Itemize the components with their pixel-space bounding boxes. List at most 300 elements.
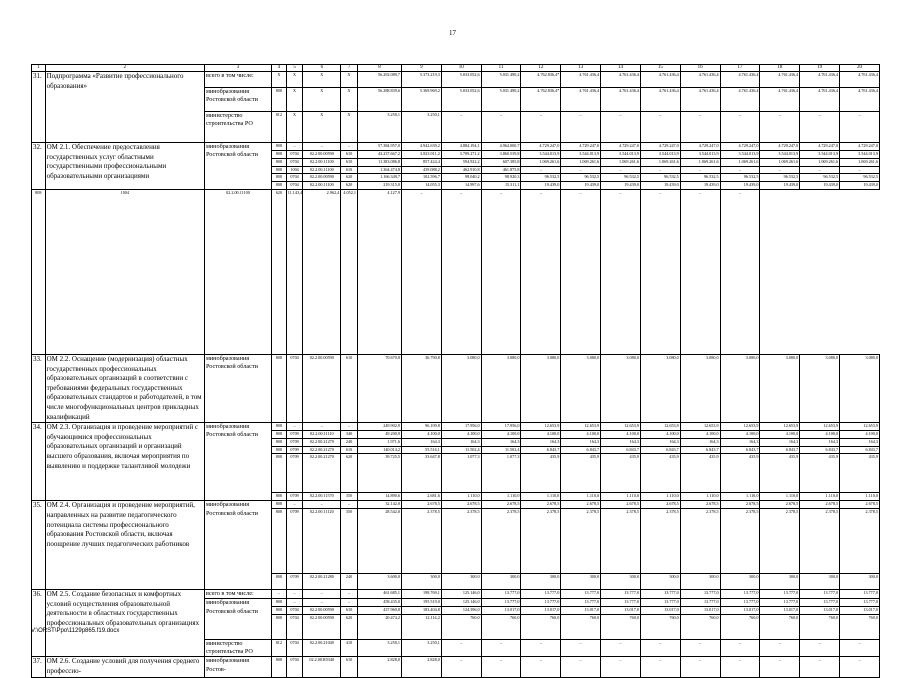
table-cell: –	[303, 599, 341, 607]
table-cell: –	[341, 599, 358, 607]
table-cell: 5.031.490,2	[481, 88, 521, 112]
table-cell: 1.069.261,6	[840, 158, 880, 166]
table-cell: 13.777,0	[760, 599, 800, 607]
table-row	[32, 657, 880, 677]
table-cell: 4.761.436,4	[800, 72, 840, 88]
table-cell: 760,0	[840, 614, 880, 639]
table-cell: 4.761.436,4	[680, 72, 720, 88]
table-cell: 808	[272, 599, 287, 607]
table-cell: министерство строительства РО	[204, 639, 271, 656]
table-cell: 594.922,2	[441, 158, 481, 166]
table-cell: –	[341, 501, 358, 509]
table-cell: 19.439,0	[640, 182, 680, 190]
header-row	[32, 65, 880, 72]
table-cell: –	[303, 501, 341, 509]
table-cell: 3.080,0	[441, 354, 481, 422]
table-cell: 4.100,0	[481, 430, 521, 438]
table-cell: 96.532,5	[800, 174, 840, 182]
table-cell: 4.761.436,4	[640, 72, 680, 88]
header-col-11: 11	[481, 65, 521, 72]
table-cell: 19.439,0	[680, 182, 720, 190]
table-cell: 4.729.247,0	[800, 143, 840, 151]
table-cell: 0704	[286, 174, 303, 182]
table-cell: 14.890,6	[357, 493, 401, 501]
table-cell: 1.069.261,6	[640, 158, 680, 166]
table-cell: –	[341, 143, 358, 151]
table-cell: 1.069.261,6	[800, 158, 840, 166]
table-cell: 96.532,5	[640, 174, 680, 182]
table-cell: –	[521, 112, 561, 143]
table-cell: 02.2.00.11570	[303, 493, 341, 501]
table-cell: 1.110,0	[521, 493, 561, 501]
table-cell: 6.843,7	[601, 446, 641, 454]
table-cell: 2.378,5	[680, 509, 720, 574]
table-cell: 1.077,3	[441, 454, 481, 493]
table-cell: 458.435,0	[357, 599, 401, 607]
table-cell: 300,0	[720, 574, 760, 590]
table-cell: 19.439,0	[521, 182, 561, 190]
table-cell: –	[760, 112, 800, 143]
table-cell: минобразования Ростовской области	[204, 501, 271, 590]
table-cell: 4.729.247,0	[840, 143, 880, 151]
table-cell: –	[680, 189, 720, 354]
table-cell: 164,3	[481, 438, 521, 446]
table-cell: –	[760, 639, 800, 656]
table-cell: 96.532,5	[601, 174, 641, 182]
table-cell: –	[481, 112, 521, 143]
table-cell: 13.017,0	[800, 607, 840, 615]
table-cell: 11.383.086,8	[357, 158, 401, 166]
table-cell: 1.971,6	[357, 438, 401, 446]
table-cell: 0704	[286, 182, 303, 190]
table-cell: 3.080,0	[481, 354, 521, 422]
table-cell: 760,0	[720, 614, 760, 639]
table-cell: 3.544.013,9	[680, 151, 720, 159]
table-cell: 12.114,2	[401, 614, 441, 639]
table-cell: 3.544.013,9	[800, 151, 840, 159]
table-cell: –	[680, 657, 720, 677]
table-cell: 1.110,0	[601, 493, 641, 501]
header-col-5: 5	[286, 65, 303, 72]
table-cell: 12.653,9	[680, 423, 720, 431]
table-cell: 164,3	[640, 438, 680, 446]
header-col-6: 6	[303, 65, 341, 72]
table-cell: 102.596,7	[401, 174, 441, 182]
table-cell: 1.110,0	[481, 493, 521, 501]
header-col-4: 4	[272, 65, 287, 72]
table-cell: –	[680, 166, 720, 174]
table-cell: 2.678,5	[481, 501, 521, 509]
table-cell: 4.729.247,0	[601, 143, 641, 151]
table-cell: 2.678,5	[680, 501, 720, 509]
table-cell: 760,0	[601, 614, 641, 639]
table-cell: ОМ 2.6. Создание условий для получения среднего профессио-	[45, 657, 204, 677]
table-cell: минобразования Ростовской области	[204, 599, 271, 640]
table-cell: 13.777,0	[601, 599, 641, 607]
table-cell: 0709	[286, 493, 303, 501]
table-cell: 808	[272, 423, 287, 431]
table-cell: 13.777,0	[760, 590, 800, 599]
table-cell: минобразования Ростовской области	[204, 423, 271, 501]
table-cell: 435,9	[680, 454, 720, 493]
table-cell: 300,0	[840, 574, 880, 590]
header-col-1: 1	[32, 65, 46, 72]
table-cell: минобразования Ростовской области	[204, 354, 271, 422]
header-col-19: 19	[800, 65, 840, 72]
table-cell: 300,0	[760, 574, 800, 590]
table-cell: 4.761.436,4	[800, 88, 840, 112]
table-cell: X	[303, 72, 341, 88]
table-cell: 300,0	[441, 574, 481, 590]
table-cell: 2.378,5	[441, 509, 481, 574]
table-cell: 3.823.911,2	[401, 151, 441, 159]
table-cell: 12.653,9	[601, 423, 641, 431]
table-cell: 760,0	[481, 614, 521, 639]
table-cell: 808	[32, 189, 46, 354]
table-cell: 1.110,0	[640, 493, 680, 501]
table-cell: 164,3	[521, 438, 561, 446]
table-cell: 4.100,0	[521, 430, 561, 438]
table-cell: 13.777,0	[800, 599, 840, 607]
table-cell: 4.729.247,0	[561, 143, 601, 151]
table-cell: 435,9	[521, 454, 561, 493]
table-cell: 808	[272, 657, 287, 677]
table-cell: 760,0	[760, 614, 800, 639]
table-cell: 0704	[286, 151, 303, 159]
table-cell: –	[640, 112, 680, 143]
budget-table	[31, 64, 880, 678]
page-number: 17	[449, 29, 456, 37]
table-cell: 350	[341, 509, 358, 574]
table-cell: 125.146,0	[441, 599, 481, 607]
table-cell: 300,0	[561, 574, 601, 590]
table-cell: 3.250,1	[401, 112, 441, 143]
table-cell: –	[640, 189, 680, 354]
table-cell: 2.378,5	[760, 509, 800, 574]
table-cell: 1.110,0	[720, 493, 760, 501]
table-cell: 610	[341, 158, 358, 166]
table-cell: 1.110,0	[800, 493, 840, 501]
table-cell: –	[840, 166, 880, 174]
table-cell: 19.439,0	[800, 182, 840, 190]
table-cell: 760,0	[640, 614, 680, 639]
table-cell: 610	[341, 166, 358, 174]
table-cell: –	[521, 657, 561, 677]
table-cell: 6.843,7	[680, 446, 720, 454]
table-cell: 3.250,1	[357, 639, 401, 656]
table-cell: 300,0	[401, 574, 441, 590]
table-cell: 2.378,5	[840, 509, 880, 574]
table-cell: –	[601, 112, 641, 143]
table-cell: –	[720, 639, 760, 656]
table-cell: 808	[272, 158, 287, 166]
table-cell: 13.777,0	[680, 590, 720, 599]
table-cell: 4.052,1	[341, 189, 358, 354]
table-cell: –	[441, 657, 481, 677]
table-cell: 02.2.00.21270	[303, 446, 341, 454]
table-cell: 6.843,7	[640, 446, 680, 454]
table-cell: 140.014,2	[357, 446, 401, 454]
table-cell: 3.544.013,9	[640, 151, 680, 159]
table-cell: 13.777,0	[601, 590, 641, 599]
table-cell: 1.110,0	[760, 493, 800, 501]
table-cell: 435,9	[640, 454, 680, 493]
table-cell: 4.762.836,4*	[521, 88, 561, 112]
table-cell: 14.055,3	[401, 182, 441, 190]
header-col-9: 9	[401, 65, 441, 72]
table-cell: 32.	[32, 143, 46, 190]
table-cell: всего в том числе:	[204, 72, 271, 88]
table-cell: 620	[341, 174, 358, 182]
table-cell: 3.544.013,9	[840, 151, 880, 159]
table-cell: 5.369.969,2	[401, 88, 441, 112]
table-cell: 13.777,0	[840, 590, 880, 599]
table-cell: 4.100,0	[840, 430, 880, 438]
table-cell: 13.777,0	[561, 599, 601, 607]
table-cell: 3.080,0	[720, 354, 760, 422]
table-cell: –	[341, 423, 358, 431]
table-cell: 19.439,0	[720, 182, 760, 190]
table-cell: 4.100,0	[401, 430, 441, 438]
table-cell: 02.2.00.00590	[303, 151, 341, 159]
table-cell: 249.902,9	[357, 423, 401, 431]
table-cell: 0709	[286, 430, 303, 438]
table-cell: 11.143,4	[286, 189, 303, 354]
table-cell: 13.017,0	[760, 607, 800, 615]
table-cell: 164,3	[680, 438, 720, 446]
table-cell: –	[481, 639, 521, 656]
table-cell: 4.761.436,4	[601, 72, 641, 88]
table-cell: –	[720, 166, 760, 174]
table-cell: 2.828,0	[357, 657, 401, 677]
table-cell: –	[401, 189, 441, 354]
table-cell: 34.	[32, 423, 46, 501]
table-cell: 300,0	[601, 574, 641, 590]
table-cell: ОМ 2.3. Организация и проведение мероприятий с обучающимися профессиональных образовательных организаций и организаций высшего образования, включая мероприятия по выявлению и поддержке талантливой молодежи	[45, 423, 204, 501]
table-cell: 4.762.836,4*	[521, 72, 561, 88]
table-cell: 610	[341, 354, 358, 422]
table-cell: 6.843,7	[800, 446, 840, 454]
table-cell: 2.378,5	[481, 509, 521, 574]
table-cell: 39.725,5	[357, 454, 401, 493]
table-cell: 437.960,8	[357, 607, 401, 615]
table-cell: 36.790,8	[401, 354, 441, 422]
table-cell: 610	[341, 446, 358, 454]
table-cell: 0704	[286, 158, 303, 166]
table-cell: 4.761.436,4	[561, 72, 601, 88]
table-cell: 5.031.490,2	[481, 72, 521, 88]
table-cell: 2.378,5	[521, 509, 561, 574]
table-cell: 02.2.00.11120	[303, 509, 341, 574]
table-cell: 2.378,5	[561, 509, 601, 574]
table-cell: 13.777,0	[840, 599, 880, 607]
table-cell: 3.544.013,9	[720, 151, 760, 159]
table-cell: 4.100,0	[760, 430, 800, 438]
table-cell: 808	[272, 454, 287, 493]
table-cell: 3.250,1	[401, 639, 441, 656]
table-cell: 4.100,0	[601, 430, 641, 438]
header-col-12: 12	[521, 65, 561, 72]
table-cell: 808	[272, 88, 287, 112]
table-cell: 02.2.00.00590	[303, 607, 341, 615]
table-cell: –	[521, 639, 561, 656]
table-cell: X	[341, 72, 358, 88]
table-cell: 857.424,4	[401, 158, 441, 166]
table-cell: 12.653,9	[760, 423, 800, 431]
table-cell: –	[720, 189, 760, 354]
table-cell: 620	[341, 454, 358, 493]
table-cell: 240	[341, 438, 358, 446]
table-cell: 808	[272, 182, 287, 190]
table-cell: 435,9	[561, 454, 601, 493]
table-cell: 2.678,5	[640, 501, 680, 509]
table-cell: –	[640, 166, 680, 174]
table-cell: 461.685,1	[357, 590, 401, 599]
table-cell: –	[760, 166, 800, 174]
table-cell: ОМ 2.4. Организация и проведение мероприятий, направленных на развитие педагогического потенциала системы профессионального образования Ростовской области, включая поощрение лучших педагогических работников	[45, 501, 204, 590]
header-col-14: 14	[601, 65, 641, 72]
table-cell: 2.678,5	[441, 501, 481, 509]
table-cell: 4.100,0	[680, 430, 720, 438]
table-cell: 300,0	[521, 574, 561, 590]
header-col-17: 17	[720, 65, 760, 72]
table-cell: 0709	[286, 574, 303, 590]
table-cell: 02.2.00.00590	[303, 354, 341, 422]
table-cell: 4.729.247,0	[521, 143, 561, 151]
table-cell: X	[341, 88, 358, 112]
table-cell: 195.519,0	[401, 599, 441, 607]
table-cell: 5.033.052,6	[441, 72, 481, 88]
table-cell: 164,3	[601, 438, 641, 446]
table-cell: 96.532,5	[720, 174, 760, 182]
table-cell: 14.997,6	[441, 182, 481, 190]
table-cell: 4.761.436,4	[840, 72, 880, 88]
header-col-13: 13	[561, 65, 601, 72]
table-cell: 4.100,0	[800, 430, 840, 438]
header-col-10: 10	[441, 65, 481, 72]
table-cell: 300,0	[640, 574, 680, 590]
table-cell: 11.502,4	[481, 446, 521, 454]
table-cell: 3.080,0	[800, 354, 840, 422]
table-cell: 96.532,5	[840, 174, 880, 182]
table-cell: минобразования Ростовской области	[204, 143, 271, 190]
table-cell: 0704	[286, 614, 303, 639]
table-cell: 02.2.00.21280	[303, 574, 341, 590]
table-cell: 02.2.00.21040	[303, 639, 341, 656]
table-cell: 620	[341, 614, 358, 639]
table-cell: –	[840, 657, 880, 677]
table-cell: 4.761.436,4	[720, 88, 760, 112]
table-cell: 808	[272, 446, 287, 454]
table-cell: 3.080,0	[561, 354, 601, 422]
table-cell: 4.884.194,1	[441, 143, 481, 151]
table-cell: –	[800, 657, 840, 677]
table-cell: 98.040,2	[441, 174, 481, 182]
table-cell: 02.2.00.21270	[303, 454, 341, 493]
table-cell: 0709	[286, 438, 303, 446]
table-cell: 4.729.247,0	[720, 143, 760, 151]
table-cell: 183.404,8	[401, 607, 441, 615]
table-cell: 17.956,0	[481, 423, 521, 431]
table-cell: 13.777,0	[521, 599, 561, 607]
table-cell: 13.777,0	[561, 590, 601, 599]
table-cell: 808	[272, 493, 287, 501]
table-row	[32, 143, 880, 151]
table-cell: 6.843,7	[561, 446, 601, 454]
table-cell: 164,3	[720, 438, 760, 446]
table-cell: 3.250,1	[357, 112, 401, 143]
table-cell: X	[286, 72, 303, 88]
table-cell: 3.544.013,9	[601, 151, 641, 159]
table-cell: 3.544.013,9	[760, 151, 800, 159]
table-cell: 4.964.000,7	[481, 143, 521, 151]
header-col-18: 18	[760, 65, 800, 72]
header-col-3: 3	[204, 65, 271, 72]
table-cell: 435,9	[840, 454, 880, 493]
table-row	[32, 590, 880, 599]
table-cell: 12.653,9	[840, 423, 880, 431]
table-cell: минобразования Ростовской области	[204, 88, 271, 112]
table-cell: –	[441, 189, 481, 354]
table-cell: 1.110,0	[840, 493, 880, 501]
header-col-16: 16	[680, 65, 720, 72]
table-cell: 3.080,0	[521, 354, 561, 422]
table-cell: 02.2.00.00590	[303, 614, 341, 639]
table-cell: 28.542,0	[357, 509, 401, 574]
table-cell: 164,3	[401, 438, 441, 446]
table-cell: минобразования Ростов-	[204, 657, 271, 677]
table-cell: 98.920,3	[481, 174, 521, 182]
table-cell: 6.843,7	[760, 446, 800, 454]
table-cell: 5.033.052,6	[441, 88, 481, 112]
table-cell: 55.516,1	[401, 446, 441, 454]
table-cell: 6.843,7	[720, 446, 760, 454]
table-cell: 96.532,5	[521, 174, 561, 182]
table-cell: 435,9	[720, 454, 760, 493]
table-cell: 96.532,5	[760, 174, 800, 182]
table-cell: 2.678,5	[720, 501, 760, 509]
table-cell: 13.777,0	[680, 599, 720, 607]
table-cell: X	[272, 72, 287, 88]
table-cell: 3.080,0	[640, 354, 680, 422]
table-cell: 808	[272, 574, 287, 590]
table-cell: –	[640, 657, 680, 677]
table-cell: 1.069.261,6	[760, 158, 800, 166]
table-cell: X	[341, 112, 358, 143]
table-cell: 2.378,5	[601, 509, 641, 574]
table-cell: 37.	[32, 657, 46, 677]
header-col-15: 15	[640, 65, 680, 72]
table-cell: 13.017,0	[840, 607, 880, 615]
table-cell: ОМ 2.2. Оснащение (модернизация) областных государственных профессиональных образовательных организаций в соответствии с требованиями федеральных государственных образовательных стандартов и работодателей, в том числе многофункциональных центров прикладных квалификаций	[45, 354, 204, 422]
table-cell: 43.237.667,2	[357, 151, 401, 159]
table-cell: 31.	[32, 72, 46, 143]
table-cell: 1.110,0	[680, 493, 720, 501]
table-cell: 461.875,8	[481, 166, 521, 174]
table-cell: 300,0	[481, 574, 521, 590]
table-cell: 4.100,0	[640, 430, 680, 438]
table-cell: 13.017,0	[720, 607, 760, 615]
table-cell: 02.2.00.21270	[303, 438, 341, 446]
table-cell: 3.544.013,9	[521, 151, 561, 159]
table-cell: –	[521, 166, 561, 174]
table-cell: 4.761.436,4	[680, 88, 720, 112]
table-row	[32, 501, 880, 509]
budget-table-body	[32, 65, 880, 678]
table-cell: –	[286, 143, 303, 151]
table-cell: 1.110,0	[561, 493, 601, 501]
table-cell: 3.080,0	[680, 354, 720, 422]
